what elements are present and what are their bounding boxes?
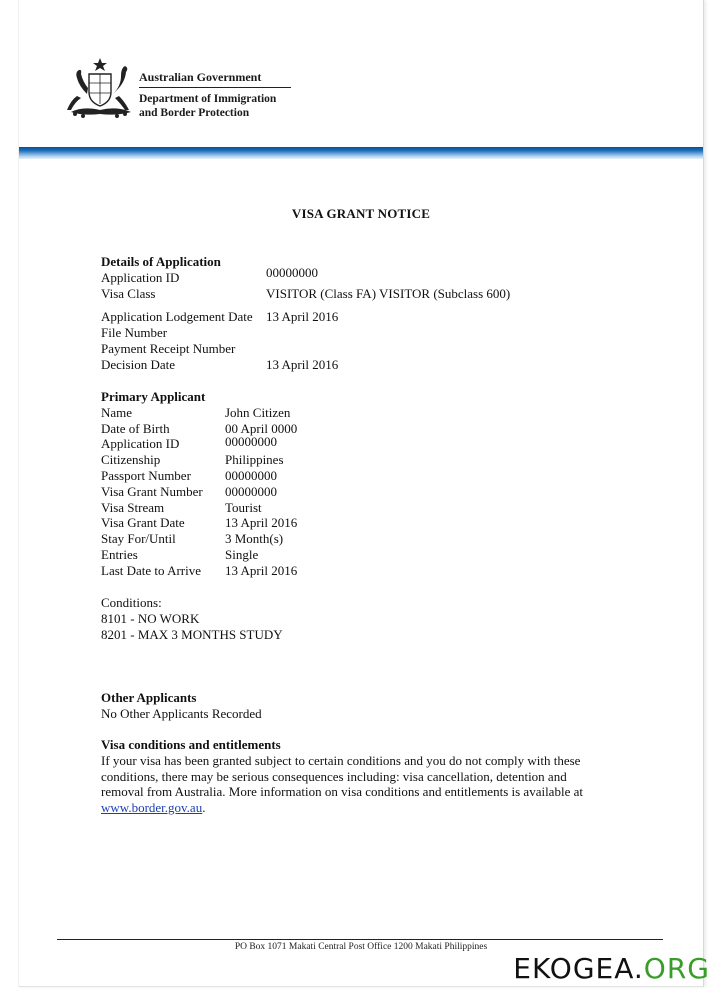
- entitlements-line: removal from Australia. More information on visa conditions and entitlements is available at: [101, 784, 583, 800]
- primary-applicant-section: [101, 389, 521, 579]
- details-row: [101, 264, 621, 286]
- government-name: Australian Government: [139, 70, 291, 88]
- primary-row: [101, 531, 521, 547]
- details-row: [101, 286, 621, 302]
- primary-value: 00 April 0000: [225, 420, 298, 436]
- details-row: [101, 357, 621, 373]
- primary-row: [101, 421, 521, 437]
- primary-row: [101, 436, 521, 452]
- primary-row: [101, 515, 521, 531]
- primary-label: Date of Birth: [101, 420, 170, 436]
- condition-item: 8201 - MAX 3 MONTHS STUDY: [101, 626, 283, 642]
- department-line-2: and Border Protection: [139, 107, 250, 119]
- primary-label: Visa Grant Date: [101, 515, 185, 531]
- document-page: [18, 0, 704, 987]
- primary-value: 00000000: [225, 483, 277, 499]
- border-website-link[interactable]: www.border.gov.au: [101, 800, 203, 816]
- primary-value: John Citizen: [225, 404, 291, 420]
- entitlements-link-line: [101, 800, 661, 816]
- other-heading: Other Applicants: [101, 690, 197, 705]
- details-value: 00000000: [266, 264, 318, 280]
- primary-label: Passport Number: [101, 467, 191, 483]
- entitlements-heading: Visa conditions and entitlements: [101, 737, 281, 752]
- primary-row: [101, 563, 521, 579]
- primary-value: 00000000: [225, 434, 277, 450]
- primary-row: [101, 500, 521, 516]
- primary-value: Tourist: [225, 499, 262, 515]
- primary-value: 13 April 2016: [225, 562, 298, 578]
- footer-address: PO Box 1071 Makati Central Post Office 1200 Makati Philippines: [234, 942, 488, 952]
- details-label: File Number: [101, 325, 168, 341]
- primary-label: Entries: [101, 546, 138, 562]
- details-heading: Details of Application: [101, 254, 221, 269]
- conditions-heading: Conditions:: [101, 595, 162, 610]
- details-value: VISITOR (Class FA) VISITOR (Subclass 600): [266, 285, 511, 301]
- watermark: [513, 952, 710, 985]
- primary-value: 13 April 2016: [225, 515, 298, 531]
- primary-label: Last Date to Arrive: [101, 562, 201, 578]
- details-row: [101, 341, 621, 357]
- watermark-main: EKOGEA.: [513, 952, 644, 985]
- primary-label: Name: [101, 404, 133, 420]
- conditions-section: [101, 595, 283, 642]
- primary-label: Visa Grant Number: [101, 483, 203, 499]
- other-text: No Other Applicants Recorded: [101, 705, 262, 721]
- header-divider-band: [19, 147, 703, 159]
- link-period: .: [202, 800, 206, 816]
- department-line-1: Department of Immigration: [139, 93, 277, 105]
- primary-row: [101, 547, 521, 563]
- details-value: 13 April 2016: [266, 356, 339, 372]
- condition-item: 8101 - NO WORK: [101, 610, 200, 626]
- other-applicants-section: [101, 690, 262, 722]
- primary-value: Philippines: [225, 452, 284, 468]
- primary-value: 3 Month(s): [225, 531, 284, 547]
- entitlements-section: [101, 737, 661, 816]
- entitlements-line: If your visa has been granted subject to certain conditions and you do not comply with these: [101, 752, 581, 768]
- primary-label: Citizenship: [101, 452, 161, 468]
- details-section: [101, 254, 621, 373]
- details-label: Application Lodgement Date: [101, 309, 253, 325]
- department-name: [139, 92, 291, 120]
- details-row: [101, 309, 621, 325]
- watermark-org: ORG: [643, 952, 710, 985]
- primary-value: Single: [225, 546, 259, 562]
- primary-row: [101, 452, 521, 468]
- coat-of-arms-icon: [63, 56, 137, 122]
- primary-label: Visa Stream: [101, 499, 165, 515]
- agency-header: [139, 70, 291, 120]
- details-value: 13 April 2016: [266, 309, 339, 325]
- details-label: Visa Class: [101, 285, 156, 301]
- details-label: Application ID: [101, 269, 180, 285]
- primary-label: Application ID: [101, 436, 180, 452]
- details-label: Decision Date: [101, 356, 176, 372]
- details-label: Payment Receipt Number: [101, 340, 236, 356]
- page-title: VISA GRANT NOTICE: [291, 206, 431, 221]
- primary-row: [101, 405, 521, 421]
- footer-divider: [57, 939, 663, 940]
- primary-heading: Primary Applicant: [101, 389, 206, 404]
- primary-value: 00000000: [225, 467, 277, 483]
- entitlements-line: conditions, there may be serious consequences including: visa cancellation, detention and: [101, 768, 567, 784]
- primary-row: [101, 484, 521, 500]
- details-row: [101, 325, 621, 341]
- primary-row: [101, 468, 521, 484]
- primary-label: Stay For/Until: [101, 531, 176, 547]
